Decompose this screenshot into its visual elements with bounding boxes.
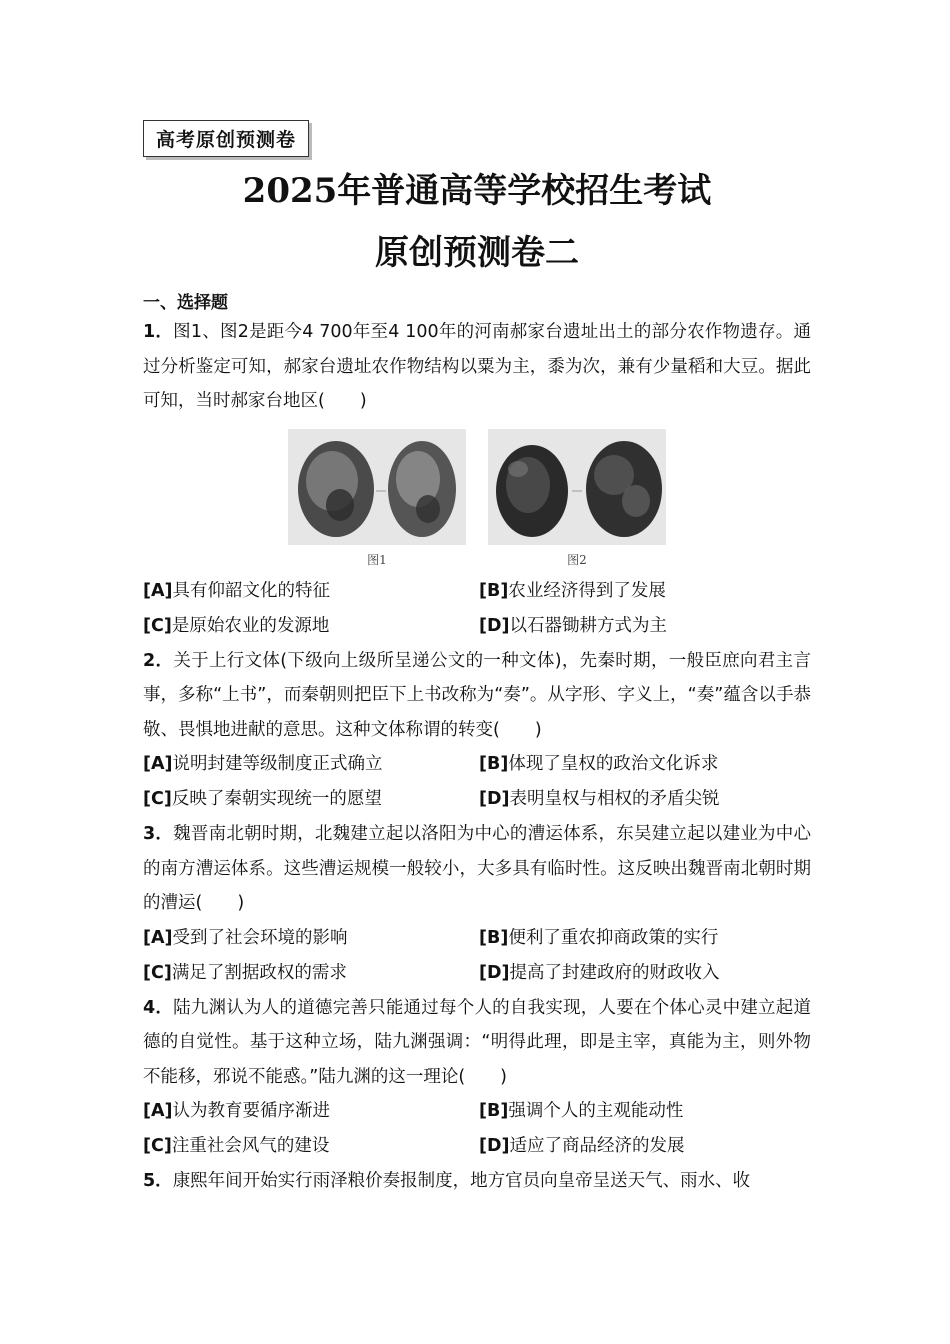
figure-row <box>143 429 811 568</box>
grain-photo-icon <box>488 429 666 545</box>
option-a[interactable]: [A]具有仰韶文化的特征 <box>143 580 331 601</box>
option-a[interactable]: [A]受到了社会环境的影响 <box>143 927 348 948</box>
option-b[interactable]: [B]便利了重农抑商政策的实行 <box>479 927 719 948</box>
option-c[interactable]: [C]是原始农业的发源地 <box>143 615 330 636</box>
figure-caption: 图1 <box>367 552 387 567</box>
grain-photo-icon <box>288 429 466 545</box>
question-2-options <box>143 747 811 817</box>
question-1-options <box>143 574 811 644</box>
question-2 <box>143 644 811 748</box>
exam-subtitle: 原创预测卷二 <box>375 233 579 273</box>
option-b[interactable]: [B]体现了皇权的政治文化诉求 <box>479 754 719 774</box>
question-4 <box>143 991 811 1095</box>
exam-page <box>143 120 811 1199</box>
option-c[interactable]: [C]满足了割据政权的需求 <box>143 962 347 983</box>
question-3 <box>143 817 811 921</box>
exam-title: 2025年普通高等学校招生考试 <box>242 171 712 211</box>
option-b[interactable]: [B]强调个人的主观能动性 <box>479 1101 684 1121</box>
option-d[interactable]: [D]以石器锄耕方式为主 <box>479 615 668 636</box>
question-text: 康熙年间开始实行雨泽粮价奏报制度，地方官员向皇帝呈送天气、雨水、收 <box>172 1171 751 1191</box>
question-number: 1． <box>143 322 174 342</box>
question-number: 5． <box>143 1171 173 1191</box>
figure-caption: 图2 <box>567 552 587 567</box>
question-text: 魏晋南北朝时期，北魏建立起以洛阳为中心的漕运体系，东吴建立起以建业为中心的南方漕运体系。这些漕运规模一般较小，大多具有临时性。这反映出魏晋南北朝时期的漕运( ) <box>143 824 812 913</box>
section-heading: 一、选择题 <box>143 293 228 313</box>
question-5 <box>143 1164 811 1199</box>
question-text: 关于上行文体(下级向上级所呈递公文的一种文体)，先秦时期，一般臣庶向君主言事，多称“上书”，而秦朝则把臣下上书改称为“奏”。从字形、字义上，“奏”蕴含以手恭敬、畏惧地进献的意思。这种文体称谓的转变( ) <box>143 650 811 740</box>
question-4-options <box>143 1094 811 1164</box>
option-d[interactable]: [D]适应了商品经济的发展 <box>479 1136 685 1156</box>
figure-2 <box>488 429 666 568</box>
question-number: 4． <box>143 997 174 1018</box>
question-number: 3． <box>143 824 174 844</box>
figure-1 <box>288 429 466 568</box>
exam-badge: 高考原创预测卷 <box>143 120 309 157</box>
option-a[interactable]: [A]说明封建等级制度正式确立 <box>143 754 383 774</box>
option-d[interactable]: [D]提高了封建政府的财政收入 <box>479 962 720 983</box>
option-d[interactable]: [D]表明皇权与相权的矛盾尖锐 <box>479 789 720 809</box>
question-text: 图1、图2是距今4 700年至4 100年的河南郝家台遗址出土的部分农作物遗存。通过分析鉴定可知，郝家台遗址农作物结构以粟为主，黍为次，兼有少量稻和大豆。据此可知，当时郝家台地区( ) <box>143 322 811 411</box>
option-a[interactable]: [A]认为教育要循序渐进 <box>143 1101 331 1121</box>
question-text: 陆九渊认为人的道德完善只能通过每个人的自我实现，人要在个体心灵中建立起道德的自觉性。基于这种立场，陆九渊强调：“明得此理，即是主宰，真能为主，则外物不能移，邪说不能惑。”陆九渊的这一理论( ) <box>143 997 812 1087</box>
question-1 <box>143 315 811 419</box>
option-b[interactable]: [B]农业经济得到了发展 <box>479 580 666 601</box>
option-c[interactable]: [C]注重社会风气的建设 <box>143 1136 330 1156</box>
question-3-options <box>143 921 811 991</box>
option-c[interactable]: [C]反映了秦朝实现统一的愿望 <box>143 789 382 809</box>
question-number: 2． <box>143 650 174 671</box>
